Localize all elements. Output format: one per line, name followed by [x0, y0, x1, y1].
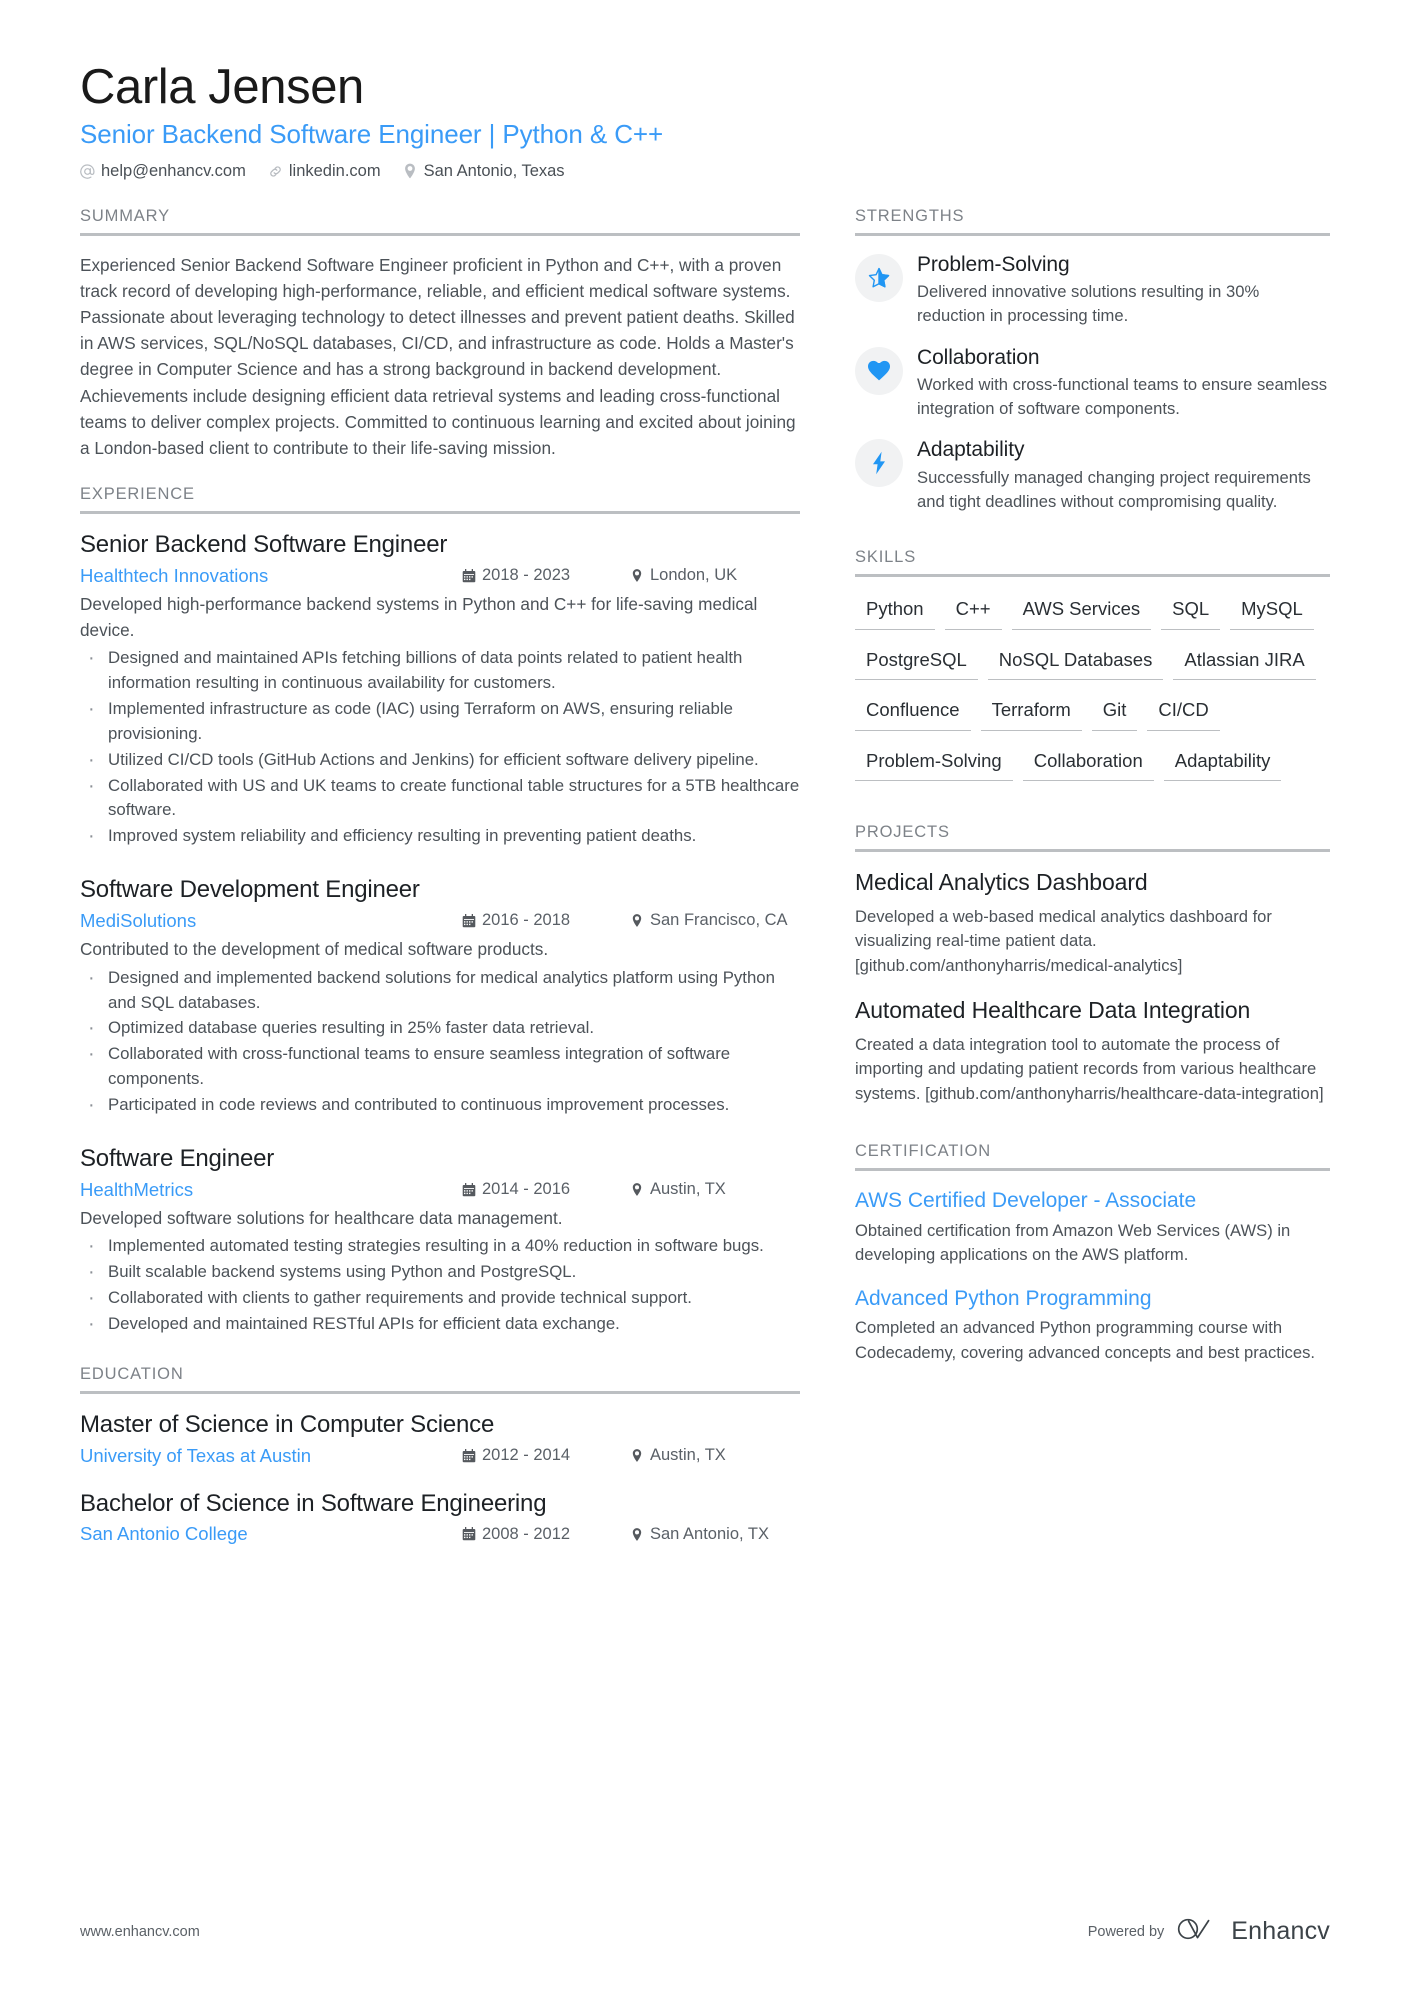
experience-entry [80, 530, 800, 849]
location-pin-icon [403, 163, 418, 179]
section-label-certification: CERTIFICATION [855, 1142, 992, 1161]
footer-brand [1088, 1916, 1330, 1947]
experience-location [630, 566, 800, 585]
list-item: · Designed and implemented backend solutions for medical analytics platform using Python and SQL databases. [80, 966, 800, 1016]
section-divider [80, 511, 800, 514]
contact-row [80, 162, 1330, 181]
resume-header [80, 60, 1330, 181]
education-degree: Bachelor of Science in Software Engineering [80, 1489, 547, 1517]
section-certification [855, 1142, 1330, 1364]
certification-description: Obtained certification from Amazon Web Services (AWS) in developing applications on the AWS platform. [855, 1220, 1291, 1264]
project-title: Medical Analytics Dashboard [855, 869, 1148, 896]
skill-tag: Terraform [981, 694, 1082, 731]
list-item: · Built scalable backend systems using Python and PostgreSQL. [80, 1260, 800, 1285]
section-label-education: EDUCATION [80, 1364, 184, 1383]
footer-powered-by-label: Powered by [1087, 1923, 1165, 1940]
spacer [855, 530, 1330, 548]
section-divider [855, 233, 1330, 236]
contact-email[interactable] [80, 162, 246, 181]
strength-item [855, 437, 1330, 514]
skill-tag: Python [855, 593, 935, 630]
section-label-strengths: STRENGTHS [855, 206, 965, 225]
experience-bullet-list [80, 966, 800, 1118]
spacer [855, 1124, 1330, 1142]
contact-location-text: San Antonio, Texas [423, 161, 565, 180]
list-item: · Collaborated with cross-functional teams to ensure seamless integration of software components. [80, 1042, 800, 1092]
experience-company[interactable]: Healthtech Innovations [80, 564, 269, 586]
section-label-summary: SUMMARY [80, 206, 170, 225]
project-description: Developed a web-based medical analytics dashboard for visualizing real-time patient data. [github.com/anthonyharris/medical-analytics] [855, 906, 1272, 975]
list-item: · Participated in code reviews and contributed to continuous improvement processes. [80, 1093, 800, 1118]
experience-dates [462, 1180, 630, 1199]
skill-tag: AWS Services [1012, 593, 1152, 630]
location-pin-icon [630, 1527, 644, 1542]
list-item: · Implemented infrastructure as code (IAC) using Terraform on AWS, ensuring reliable provisioning. [80, 697, 800, 747]
education-dates-text: 2012 - 2014 [482, 1446, 571, 1465]
section-experience [80, 485, 800, 1337]
education-degree: Master of Science in Computer Science [80, 1410, 495, 1438]
calendar-icon [462, 913, 476, 928]
experience-job-title: Software Development Engineer [80, 876, 420, 904]
skill-tag: C++ [945, 593, 1002, 630]
skill-tag: Git [1092, 694, 1138, 731]
education-location [630, 1446, 800, 1465]
education-meta [80, 1445, 800, 1467]
section-skills [855, 548, 1330, 795]
project-description: Created a data integration tool to automate the process of importing and updating patient records from various healthcare systems. [github.com/anthonyharris/healthcare-data-integration] [855, 1034, 1324, 1103]
strength-badge [855, 254, 903, 302]
education-location-text: Austin, TX [650, 1446, 726, 1465]
section-divider [80, 1391, 800, 1394]
certification-title[interactable]: AWS Certified Developer - Associate [855, 1189, 1197, 1213]
experience-description: Developed high-performance backend systems in Python and C++ for life-saving medical device. [80, 593, 758, 640]
list-item: · Optimized database queries resulting in 25% faster data retrieval. [80, 1016, 800, 1041]
strength-body [917, 252, 1330, 329]
location-pin-icon [630, 1448, 644, 1463]
experience-description: Developed software solutions for healthcare data management. [80, 1207, 563, 1228]
list-item: · Developed and maintained RESTful APIs for efficient data exchange. [80, 1312, 800, 1337]
heart-icon [867, 360, 891, 382]
calendar-icon [462, 1448, 476, 1463]
experience-dates-text: 2014 - 2016 [482, 1180, 571, 1199]
calendar-icon [462, 568, 476, 583]
list-item: · Implemented automated testing strategies resulting in a 40% reduction in software bugs. [80, 1234, 800, 1259]
project-title: Automated Healthcare Data Integration [855, 997, 1251, 1024]
resume-columns [80, 207, 1330, 1567]
section-divider [855, 849, 1330, 852]
location-pin-icon [630, 1182, 644, 1197]
section-label-experience: EXPERIENCE [80, 485, 195, 503]
strength-description: Delivered innovative solutions resulting in 30% reduction in processing time. [917, 282, 1260, 326]
education-entry [80, 1489, 800, 1546]
section-label-projects: PROJECTS [855, 823, 950, 842]
certification-description: Completed an advanced Python programming course with Codecademy, covering advanced concepts and best practices. [855, 1318, 1315, 1362]
candidate-name: Carla Jensen [80, 60, 364, 114]
skill-tag: SQL [1161, 593, 1220, 630]
experience-dates [462, 566, 630, 585]
location-pin-icon [630, 568, 644, 583]
skill-tag: Adaptability [1164, 745, 1282, 782]
experience-entry [80, 875, 800, 1118]
contact-linkedin[interactable] [268, 162, 381, 181]
at-sign-icon [80, 163, 95, 179]
education-dates [462, 1525, 630, 1544]
experience-bullet-list [80, 646, 800, 849]
left-column [80, 207, 800, 1567]
education-entry [80, 1410, 800, 1467]
strength-name: Adaptability [917, 438, 1025, 462]
education-location [630, 1525, 800, 1544]
project-item [855, 996, 1330, 1106]
section-label-skills: SKILLS [855, 547, 917, 566]
contact-linkedin-text: linkedin.com [288, 161, 381, 180]
candidate-headline: Senior Backend Software Engineer | Python & C++ [80, 118, 664, 149]
experience-job-title: Software Engineer [80, 1144, 275, 1172]
project-item [855, 868, 1330, 978]
strength-description: Successfully managed changing project requirements and tight deadlines without compromising quality. [917, 467, 1311, 511]
experience-location-text: San Francisco, CA [650, 911, 788, 930]
experience-bullet-list [80, 1234, 800, 1336]
link-icon [268, 163, 283, 179]
experience-dates-text: 2016 - 2018 [482, 911, 571, 930]
section-projects [855, 823, 1330, 1106]
skill-tag: NoSQL Databases [988, 644, 1164, 681]
strength-description: Worked with cross-functional teams to ensure seamless integration of software components. [917, 374, 1328, 419]
star-icon [867, 266, 891, 290]
strength-badge [855, 439, 903, 487]
experience-entry [80, 1144, 800, 1337]
skill-tag: CI/CD [1147, 694, 1219, 731]
experience-location-text: London, UK [650, 566, 738, 585]
footer-website-url[interactable]: www.enhancv.com [80, 1923, 200, 1940]
education-school[interactable]: San Antonio College [80, 1523, 248, 1545]
experience-description: Contributed to the development of medical software products. [80, 938, 549, 959]
experience-company[interactable]: MediSolutions [80, 909, 197, 931]
location-pin-icon [630, 913, 644, 928]
strength-item [855, 252, 1330, 329]
skills-list [855, 593, 1330, 795]
section-strengths [855, 207, 1330, 514]
experience-meta [80, 910, 800, 932]
section-divider [855, 1168, 1330, 1171]
list-item: · Collaborated with US and UK teams to create functional table structures for a 5TB healthcare software. [80, 774, 800, 824]
enhancv-logo [1177, 1916, 1330, 1947]
list-item: · Collaborated with clients to gather requirements and provide technical support. [80, 1286, 800, 1311]
experience-location-text: Austin, TX [650, 1180, 726, 1199]
strength-item [855, 345, 1330, 422]
spacer [80, 467, 800, 485]
contact-location [403, 162, 565, 181]
skill-tag: Collaboration [1023, 745, 1154, 782]
education-school[interactable]: University of Texas at Austin [80, 1444, 312, 1466]
list-item: · Improved system reliability and efficiency resulting in preventing patient deaths. [80, 824, 800, 849]
experience-meta [80, 565, 800, 587]
education-dates [462, 1446, 630, 1465]
certification-item [855, 1285, 1330, 1365]
right-column [855, 207, 1330, 1383]
contact-email-text: help@enhancv.com [101, 161, 246, 180]
experience-dates-text: 2018 - 2023 [482, 566, 571, 585]
lightning-bolt-icon [871, 451, 887, 475]
skill-tag: Problem-Solving [855, 745, 1013, 782]
section-education [80, 1365, 800, 1545]
strength-badge [855, 347, 903, 395]
spacer [855, 805, 1330, 823]
skill-tag: MySQL [1230, 593, 1314, 630]
experience-dates [462, 911, 630, 930]
calendar-icon [462, 1527, 476, 1542]
summary-text: Experienced Senior Backend Software Engineer proficient in Python and C++, with a proven track record of developing high-performance, reliable, and efficient medical software systems. Passionate about leveraging technology to detect illnesses and prevent patient deaths. Skilled in AWS services, SQL/NoSQL databases, CI/CD, and infrastructure as code. Holds a Master's degree in Computer Science and has a strong background in backend development. Achievements include designing efficient data retrieval systems and leading cross-functional teams to deliver complex projects. Committed to continuous learning and excited about joining a London-based client to contribute to their life-saving mission. [80, 254, 796, 458]
list-item: · Designed and maintained APIs fetching billions of data points related to patient health information resulting in continuous availability for customers. [80, 646, 800, 696]
strength-name: Collaboration [917, 345, 1040, 369]
experience-company[interactable]: HealthMetrics [80, 1178, 194, 1200]
spacer [80, 1347, 800, 1365]
certification-title[interactable]: Advanced Python Programming [855, 1287, 1152, 1311]
certification-item [855, 1187, 1330, 1267]
skill-tag: PostgreSQL [855, 644, 978, 681]
experience-location [630, 911, 800, 930]
education-dates-text: 2008 - 2012 [482, 1524, 571, 1543]
experience-location [630, 1180, 800, 1199]
section-summary [80, 207, 800, 461]
calendar-icon [462, 1182, 476, 1197]
enhancv-wordmark: Enhancv [1231, 1917, 1330, 1945]
skill-tag: Confluence [855, 694, 971, 731]
experience-job-title: Senior Backend Software Engineer [80, 531, 448, 558]
education-location-text: San Antonio, TX [650, 1524, 769, 1543]
page-footer [80, 1916, 1330, 1947]
list-item: · Utilized CI/CD tools (GitHub Actions and Jenkins) for efficient software delivery pipeline. [80, 748, 800, 773]
experience-meta [80, 1179, 800, 1201]
strength-name: Problem-Solving [917, 252, 1070, 276]
skill-tag: Atlassian JIRA [1173, 644, 1315, 681]
education-meta [80, 1523, 800, 1545]
section-divider [855, 574, 1330, 577]
strength-body [917, 345, 1330, 422]
strength-body [917, 437, 1330, 514]
section-divider [80, 233, 800, 236]
enhancv-mark-icon [1177, 1916, 1221, 1947]
